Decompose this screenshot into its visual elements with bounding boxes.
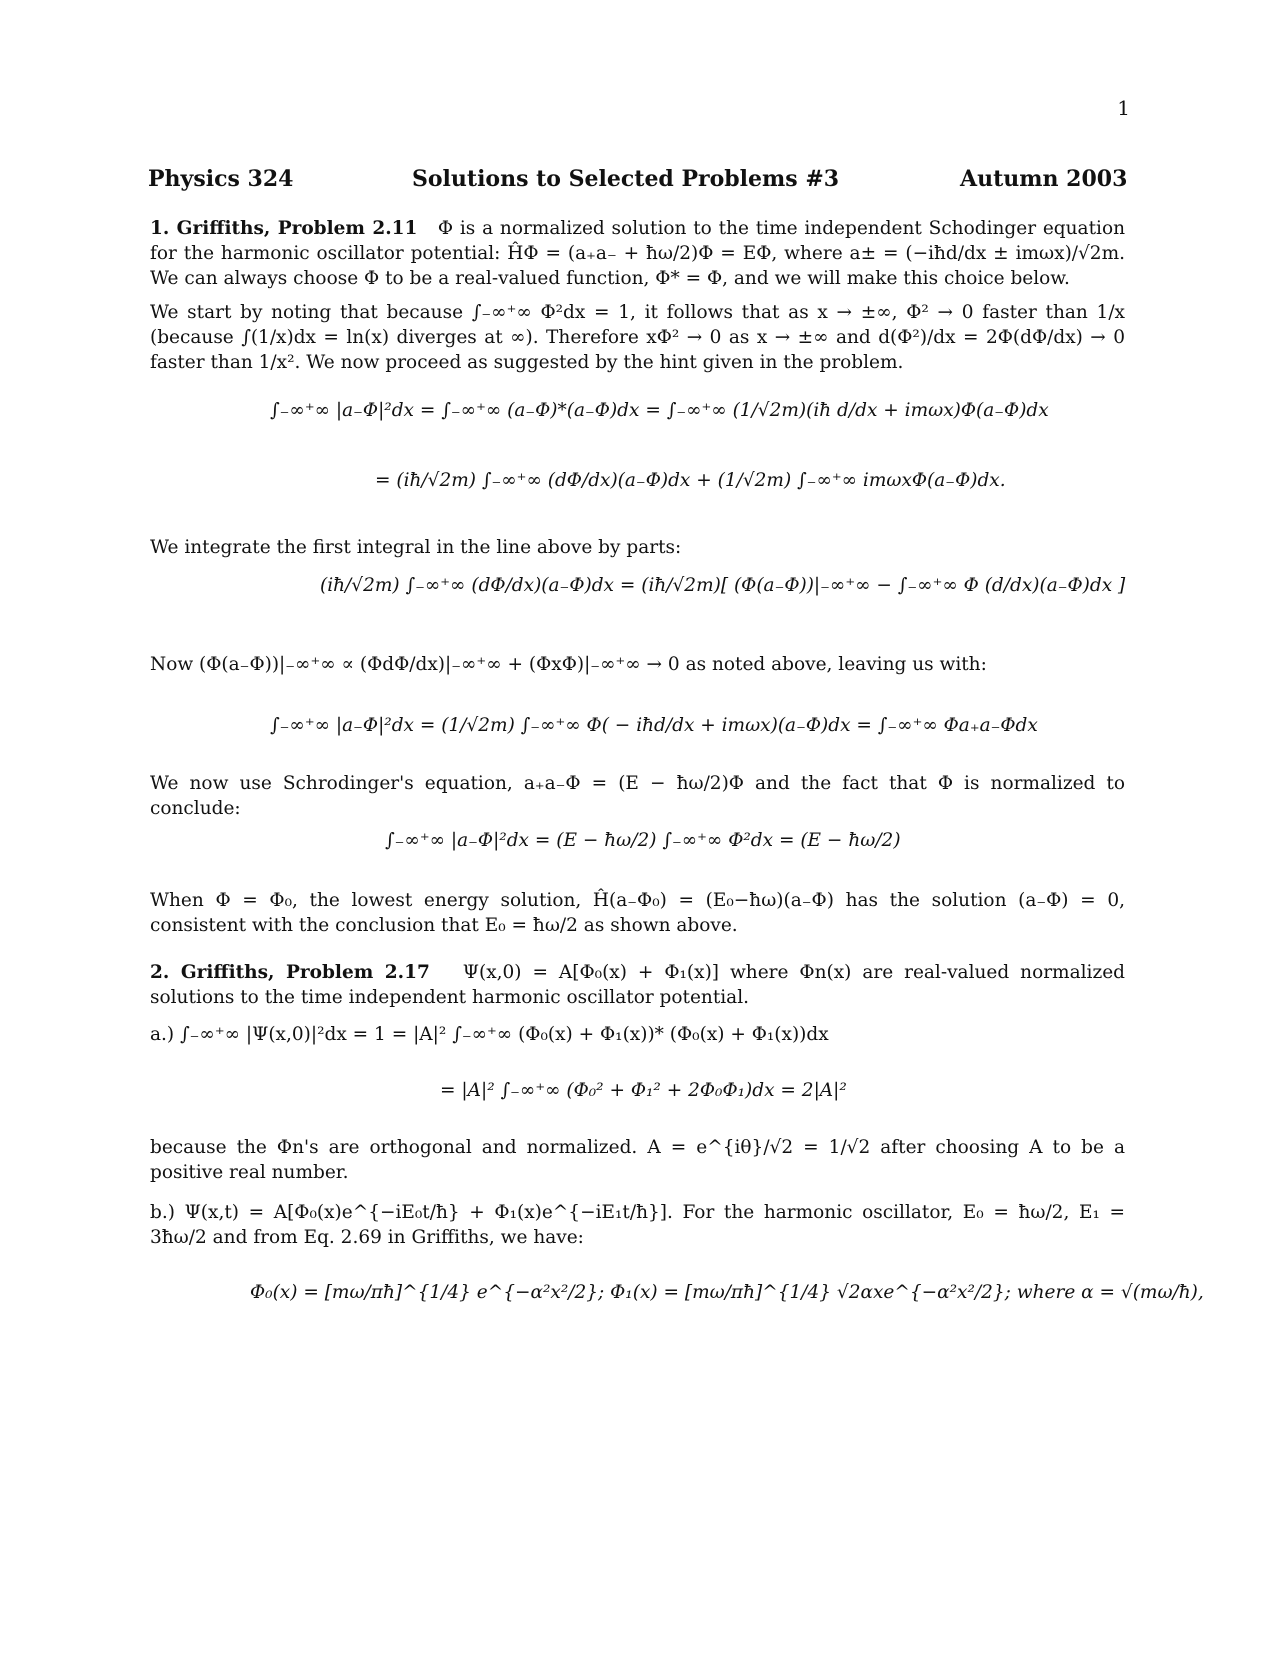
equation-2: = (iħ/√2m) ∫₋∞⁺∞ (dΦ/dx)(a₋Φ)dx + (1/√2m) ∫₋∞⁺∞ imωxΦ(a₋Φ)dx.	[375, 470, 1006, 491]
problem1-paragraph-2: We start by noting that because ∫₋∞⁺∞ Φ²dx = 1, it follows that as x → ±∞, Φ² → 0 faster than 1/x (because ∫(1/x)dx = ln(x) diverges at ∞). Therefore xΦ² → 0 as x → ±∞ and d(Φ²)/dx = 2Φ(dΦ/dx) → 0 faster than 1/x². We now proceed as suggested by the hint given in the problem.	[150, 302, 1125, 373]
page-number: 1	[1117, 96, 1130, 120]
problem2-intro: Ψ(x,0) = A[Φ₀(x) + Φ₁(x)] where Φn(x) are real-valued normalized solutions to the time independent harmonic oscillator potential.	[150, 962, 1125, 1008]
equation-5: ∫₋∞⁺∞ |a₋Φ|²dx = (E − ħω/2) ∫₋∞⁺∞ Φ²dx = (E − ħω/2)	[385, 830, 901, 851]
problem2-intro-paragraph	[150, 960, 1125, 1010]
problem1-heading: 1. Griffiths, Problem 2.11	[150, 218, 418, 239]
problem1-paragraph-4: Now (Φ(a₋Φ))|₋∞⁺∞ ∝ (ΦdΦ/dx)|₋∞⁺∞ + (ΦxΦ)|₋∞⁺∞ → 0 as noted above, leaving us with:	[150, 654, 987, 675]
problem1-paragraph-5: We now use Schrodinger's equation, a₊a₋Φ = (E − ħω/2)Φ and the fact that Φ is normalized to conclude:	[150, 773, 1125, 819]
header-term: Autumn 2003	[960, 166, 1128, 192]
equation-7: Φ₀(x) = [mω/πħ]^{1/4} e^{−α²x²/2}; Φ₁(x) = [mω/πħ]^{1/4} √2αxe^{−α²x²/2}; where α = √(mω/ħ),	[250, 1282, 1204, 1303]
header-course: Physics 324	[148, 166, 294, 192]
problem2-part-b: b.) Ψ(x,t) = A[Φ₀(x)e^{−iE₀t/ħ} + Φ₁(x)e^{−iE₁t/ħ}]. For the harmonic oscillator, E₀ = ħω/2, E₁ = 3ħω/2 and from Eq. 2.69 in Griffiths, we have:	[150, 1202, 1125, 1248]
equation-4: ∫₋∞⁺∞ |a₋Φ|²dx = (1/√2m) ∫₋∞⁺∞ Φ( − iħd/dx + imωx)(a₋Φ)dx = ∫₋∞⁺∞ Φa₊a₋Φdx	[270, 715, 1038, 736]
header-title: Solutions to Selected Problems #3	[412, 166, 840, 192]
problem1-intro: Φ is a normalized solution to the time independent Schodinger equation for the harmonic oscillator potential: ĤΦ = (a₊a₋ + ħω/2)Φ = EΦ, where a± = (−iħd/dx ± imωx)/√2m. We can always choose Φ to be a real-valued function, Φ* = Φ, and we will make this choice below.	[150, 218, 1125, 289]
problem1-paragraph-6: When Φ = Φ₀, the lowest energy solution, Ĥ(a₋Φ₀) = (E₀−ħω)(a₋Φ) has the solution (a₋Φ) = 0, consistent with the conclusion that E₀ = ħω/2 as shown above.	[150, 890, 1125, 936]
problem2-heading: 2. Griffiths, Problem 2.17	[150, 962, 430, 983]
problem2-paragraph-7: because the Φn's are orthogonal and normalized. A = e^{iθ}/√2 = 1/√2 after choosing A to be a positive real number.	[150, 1137, 1125, 1183]
problem2-part-a: a.) ∫₋∞⁺∞ |Ψ(x,0)|²dx = 1 = |A|² ∫₋∞⁺∞ (Φ₀(x) + Φ₁(x))* (Φ₀(x) + Φ₁(x))dx	[150, 1024, 829, 1045]
equation-6: = |A|² ∫₋∞⁺∞ (Φ₀² + Φ₁² + 2Φ₀Φ₁)dx = 2|A|²	[440, 1080, 847, 1101]
problem1-intro-paragraph	[150, 216, 1125, 291]
problem1-paragraph-3: We integrate the first integral in the line above by parts:	[150, 537, 682, 558]
equation-1: ∫₋∞⁺∞ |a₋Φ|²dx = ∫₋∞⁺∞ (a₋Φ)*(a₋Φ)dx = ∫₋∞⁺∞ (1/√2m)(iħ d/dx + imωx)Φ(a₋Φ)dx	[270, 400, 1049, 421]
equation-3: (iħ/√2m) ∫₋∞⁺∞ (dΦ/dx)(a₋Φ)dx = (iħ/√2m)[ (Φ(a₋Φ))|₋∞⁺∞ − ∫₋∞⁺∞ Φ (d/dx)(a₋Φ)dx ]	[320, 575, 1126, 596]
